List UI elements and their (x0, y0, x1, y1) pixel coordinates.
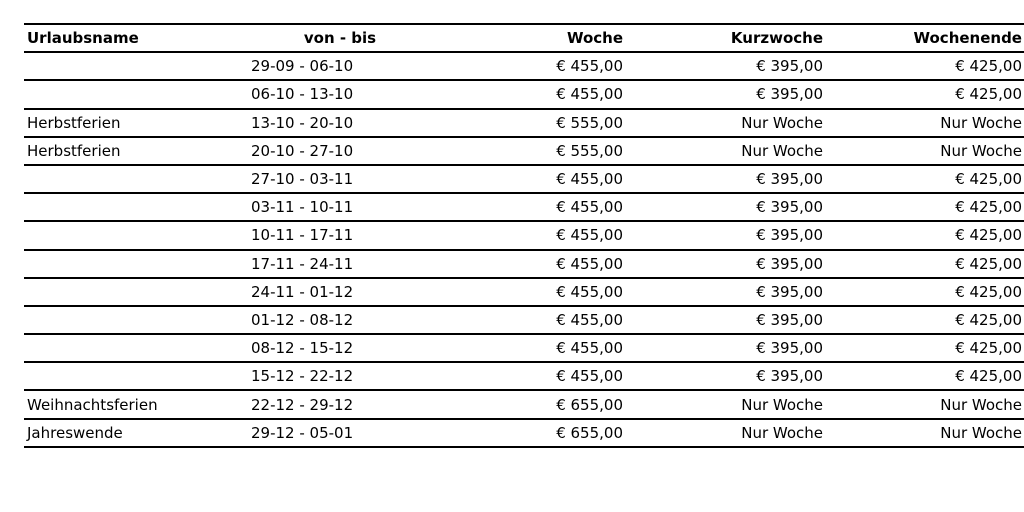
table-row (24, 334, 1024, 362)
cell-wochenende: € 425,00 (826, 80, 1024, 108)
cell-woche: € 455,00 (432, 306, 626, 334)
cell-von-bis: 27-10 - 03-11 (248, 165, 432, 193)
table-row (24, 362, 1024, 390)
cell-von-bis: 29-12 - 05-01 (248, 419, 432, 447)
cell-woche: € 455,00 (432, 221, 626, 249)
cell-urlaubsname (24, 80, 248, 108)
cell-wochenende: € 425,00 (826, 165, 1024, 193)
cell-kurzwoche: Nur Woche (626, 137, 826, 165)
cell-von-bis: 03-11 - 10-11 (248, 193, 432, 221)
cell-woche: € 455,00 (432, 80, 626, 108)
table-row (24, 165, 1024, 193)
cell-kurzwoche: € 395,00 (626, 193, 826, 221)
header-woche: Woche (432, 24, 626, 52)
cell-wochenende: € 425,00 (826, 278, 1024, 306)
cell-kurzwoche: € 395,00 (626, 306, 826, 334)
cell-woche: € 455,00 (432, 52, 626, 80)
header-kurzwoche: Kurzwoche (626, 24, 826, 52)
cell-woche: € 555,00 (432, 109, 626, 137)
cell-woche: € 455,00 (432, 362, 626, 390)
cell-kurzwoche: € 395,00 (626, 278, 826, 306)
header-wochenende: Wochenende (826, 24, 1024, 52)
cell-urlaubsname: Herbstferien (24, 109, 248, 137)
cell-von-bis: 20-10 - 27-10 (248, 137, 432, 165)
cell-von-bis: 08-12 - 15-12 (248, 334, 432, 362)
cell-urlaubsname (24, 278, 248, 306)
cell-kurzwoche: € 395,00 (626, 250, 826, 278)
cell-kurzwoche: € 395,00 (626, 52, 826, 80)
cell-kurzwoche: € 395,00 (626, 334, 826, 362)
cell-woche: € 655,00 (432, 419, 626, 447)
cell-kurzwoche: Nur Woche (626, 390, 826, 418)
cell-wochenende: Nur Woche (826, 419, 1024, 447)
cell-urlaubsname: Jahreswende (24, 419, 248, 447)
cell-von-bis: 24-11 - 01-12 (248, 278, 432, 306)
cell-woche: € 455,00 (432, 165, 626, 193)
cell-urlaubsname: Weihnachtsferien (24, 390, 248, 418)
table-row (24, 419, 1024, 447)
cell-wochenende: Nur Woche (826, 137, 1024, 165)
cell-wochenende: € 425,00 (826, 334, 1024, 362)
cell-von-bis: 10-11 - 17-11 (248, 221, 432, 249)
table-row (24, 390, 1024, 418)
cell-von-bis: 29-09 - 06-10 (248, 52, 432, 80)
cell-urlaubsname (24, 250, 248, 278)
cell-wochenende: € 425,00 (826, 362, 1024, 390)
cell-woche: € 655,00 (432, 390, 626, 418)
cell-urlaubsname (24, 165, 248, 193)
cell-wochenende: Nur Woche (826, 390, 1024, 418)
cell-woche: € 555,00 (432, 137, 626, 165)
cell-von-bis: 06-10 - 13-10 (248, 80, 432, 108)
cell-wochenende: € 425,00 (826, 221, 1024, 249)
table-row (24, 306, 1024, 334)
table-row (24, 193, 1024, 221)
cell-von-bis: 17-11 - 24-11 (248, 250, 432, 278)
cell-urlaubsname (24, 193, 248, 221)
cell-von-bis: 22-12 - 29-12 (248, 390, 432, 418)
cell-von-bis: 01-12 - 08-12 (248, 306, 432, 334)
cell-urlaubsname (24, 362, 248, 390)
cell-kurzwoche: € 395,00 (626, 221, 826, 249)
cell-kurzwoche: Nur Woche (626, 419, 826, 447)
cell-woche: € 455,00 (432, 334, 626, 362)
price-table (24, 23, 1024, 448)
header-row (24, 24, 1024, 52)
table-row (24, 52, 1024, 80)
cell-urlaubsname: Herbstferien (24, 137, 248, 165)
cell-kurzwoche: € 395,00 (626, 165, 826, 193)
cell-kurzwoche: Nur Woche (626, 109, 826, 137)
cell-wochenende: Nur Woche (826, 109, 1024, 137)
cell-woche: € 455,00 (432, 278, 626, 306)
cell-kurzwoche: € 395,00 (626, 80, 826, 108)
price-table-header (24, 24, 1024, 52)
table-row (24, 137, 1024, 165)
table-row (24, 278, 1024, 306)
table-row (24, 221, 1024, 249)
cell-woche: € 455,00 (432, 193, 626, 221)
header-urlaubsname: Urlaubsname (24, 24, 248, 52)
price-table-body (24, 52, 1024, 447)
cell-urlaubsname (24, 52, 248, 80)
cell-urlaubsname (24, 306, 248, 334)
table-row (24, 80, 1024, 108)
cell-kurzwoche: € 395,00 (626, 362, 826, 390)
cell-woche: € 455,00 (432, 250, 626, 278)
cell-wochenende: € 425,00 (826, 250, 1024, 278)
cell-von-bis: 15-12 - 22-12 (248, 362, 432, 390)
cell-von-bis: 13-10 - 20-10 (248, 109, 432, 137)
header-von-bis: von - bis (248, 24, 432, 52)
cell-wochenende: € 425,00 (826, 193, 1024, 221)
cell-wochenende: € 425,00 (826, 52, 1024, 80)
cell-urlaubsname (24, 334, 248, 362)
table-row (24, 250, 1024, 278)
cell-urlaubsname (24, 221, 248, 249)
cell-wochenende: € 425,00 (826, 306, 1024, 334)
table-row (24, 109, 1024, 137)
